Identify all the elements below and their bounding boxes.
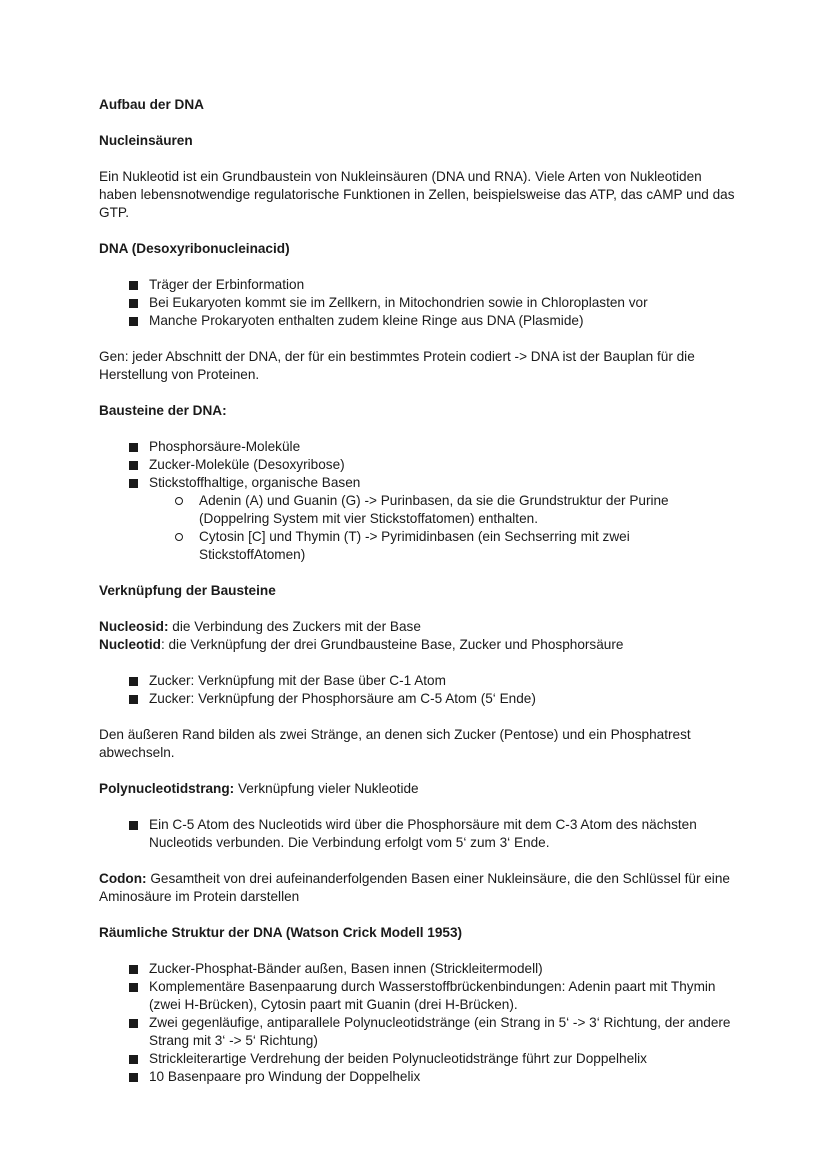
square-bullet-icon <box>129 317 138 326</box>
square-bullet-icon <box>129 461 138 470</box>
sublist-item <box>199 492 739 528</box>
list-item-text: Ein C-5 Atom des Nucleotids wird über die Phosphorsäure mit dem C-3 Atom des nächsten Nucleotids verbunden. Die Verbindung erfolgt vom 5‘ zum 3‘ Ende. <box>149 817 697 850</box>
section-heading-dna: DNA (Desoxyribonucleinacid) <box>99 241 290 256</box>
verknuepfung-list <box>99 672 739 708</box>
square-bullet-icon <box>129 983 138 992</box>
square-bullet-icon <box>129 677 138 686</box>
term-nucleotid: Nucleotid <box>99 637 161 652</box>
term-codon: Codon: <box>99 871 147 886</box>
list-item-text: 10 Basenpaare pro Windung der Doppelhelix <box>149 1069 421 1084</box>
raeumlich-list <box>99 960 739 1086</box>
paragraph-polynucleotidstrang <box>99 780 739 798</box>
definition-polynucleotidstrang: Verknüpfung vieler Nukleotide <box>234 781 419 796</box>
list-item <box>149 672 739 690</box>
definition-nucleotid: : die Verknüpfung der drei Grundbausteine Base, Zucker und Phosphorsäure <box>160 637 624 652</box>
bausteine-list <box>99 438 739 564</box>
list-item-text: Zucker-Moleküle (Desoxyribose) <box>149 457 345 472</box>
list-item <box>149 474 739 564</box>
sublist-item <box>199 528 739 564</box>
document-page <box>99 96 739 1086</box>
list-item-text: Zwei gegenläufige, antiparallele Polynucleotidstränge (ein Strang in 5‘ -> 3‘ Richtung, der andere Strang mit 3‘ -> 5‘ Richtung) <box>149 1015 731 1048</box>
list-item <box>149 1050 739 1068</box>
list-item-text: Stickstoffhaltige, organische Basen <box>149 475 361 490</box>
square-bullet-icon <box>129 1019 138 1028</box>
paragraph-nukleotid: Ein Nukleotid ist ein Grundbaustein von Nukleinsäuren (DNA und RNA). Viele Arten von Nukleotiden haben lebensnotwendige regulatorische Funktionen in Zellen, beispielsweise das ATP, das cAMP und das GTP. <box>99 169 735 220</box>
square-bullet-icon <box>129 1055 138 1064</box>
section-heading-bausteine: Bausteine der DNA: <box>99 403 227 418</box>
list-item <box>149 312 739 330</box>
sublist-item-text: Adenin (A) und Guanin (G) -> Purinbasen, da sie die Grundstruktur der Purine (Doppelring System mit vier Stickstoffatomen) enthalten. <box>199 493 669 526</box>
dna-list <box>99 276 739 330</box>
list-item <box>149 978 739 1014</box>
list-item <box>149 438 739 456</box>
section-heading-nucleinsaeuren: Nucleinsäuren <box>99 133 193 148</box>
list-item-text: Zucker: Verknüpfung mit der Base über C-1 Atom <box>149 673 446 688</box>
document-title: Aufbau der DNA <box>99 97 204 112</box>
square-bullet-icon <box>129 281 138 290</box>
list-item <box>149 294 739 312</box>
circle-bullet-icon <box>175 533 183 541</box>
list-item <box>149 960 739 978</box>
square-bullet-icon <box>129 479 138 488</box>
paragraph-rand: Den äußeren Rand bilden als zwei Stränge, an denen sich Zucker (Pentose) und ein Phosphatrest abwechseln. <box>99 727 691 760</box>
square-bullet-icon <box>129 299 138 308</box>
paragraph-nucleotid <box>99 636 739 654</box>
list-item <box>149 1014 739 1050</box>
list-item <box>149 276 739 294</box>
definition-nucleosid: die Verbindung des Zuckers mit der Base <box>168 619 421 634</box>
paragraph-nucleosid <box>99 618 739 636</box>
list-item-text: Zucker: Verknüpfung der Phosphorsäure am C-5 Atom (5‘ Ende) <box>149 691 536 706</box>
polynucleotid-list <box>99 816 739 852</box>
basen-sublist <box>149 492 739 564</box>
list-item-text: Komplementäre Basenpaarung durch Wasserstoffbrückenbindungen: Adenin paart mit Thymin (zwei H-Brücken), Cytosin paart mit Guanin (drei H-Brücken). <box>149 979 716 1012</box>
square-bullet-icon <box>129 821 138 830</box>
list-item-text: Träger der Erbinformation <box>149 277 305 292</box>
list-item <box>149 690 739 708</box>
section-heading-verknuepfung: Verknüpfung der Bausteine <box>99 583 276 598</box>
list-item-text: Zucker-Phosphat-Bänder außen, Basen innen (Strickleitermodell) <box>149 961 543 976</box>
list-item-text: Bei Eukaryoten kommt sie im Zellkern, in Mitochondrien sowie in Chloroplasten vor <box>149 295 648 310</box>
term-nucleosid: Nucleosid: <box>99 619 169 634</box>
square-bullet-icon <box>129 695 138 704</box>
square-bullet-icon <box>129 1073 138 1082</box>
list-item <box>149 816 739 852</box>
list-item <box>149 456 739 474</box>
term-polynucleotidstrang: Polynucleotidstrang: <box>99 781 235 796</box>
definition-codon: Gesamtheit von drei aufeinanderfolgenden Basen einer Nukleinsäure, die den Schlüssel für eine Aminosäure im Protein darstellen <box>99 871 730 904</box>
list-item-text: Phosphorsäure-Moleküle <box>149 439 301 454</box>
list-item-text: Manche Prokaryoten enthalten zudem kleine Ringe aus DNA (Plasmide) <box>149 313 584 328</box>
list-item <box>149 1068 739 1086</box>
circle-bullet-icon <box>175 497 183 505</box>
square-bullet-icon <box>129 443 138 452</box>
list-item-text: Strickleiterartige Verdrehung der beiden Polynucleotidstränge führt zur Doppelhelix <box>149 1051 647 1066</box>
paragraph-codon <box>99 870 739 906</box>
paragraph-gen: Gen: jeder Abschnitt der DNA, der für ein bestimmtes Protein codiert -> DNA ist der Bauplan für die Herstellung von Proteinen. <box>99 349 695 382</box>
sublist-item-text: Cytosin [C] und Thymin (T) -> Pyrimidinbasen (ein Sechserring mit zwei StickstoffAtomen) <box>199 529 630 562</box>
square-bullet-icon <box>129 965 138 974</box>
section-heading-raeumlich: Räumliche Struktur der DNA (Watson Crick Modell 1953) <box>99 925 463 940</box>
